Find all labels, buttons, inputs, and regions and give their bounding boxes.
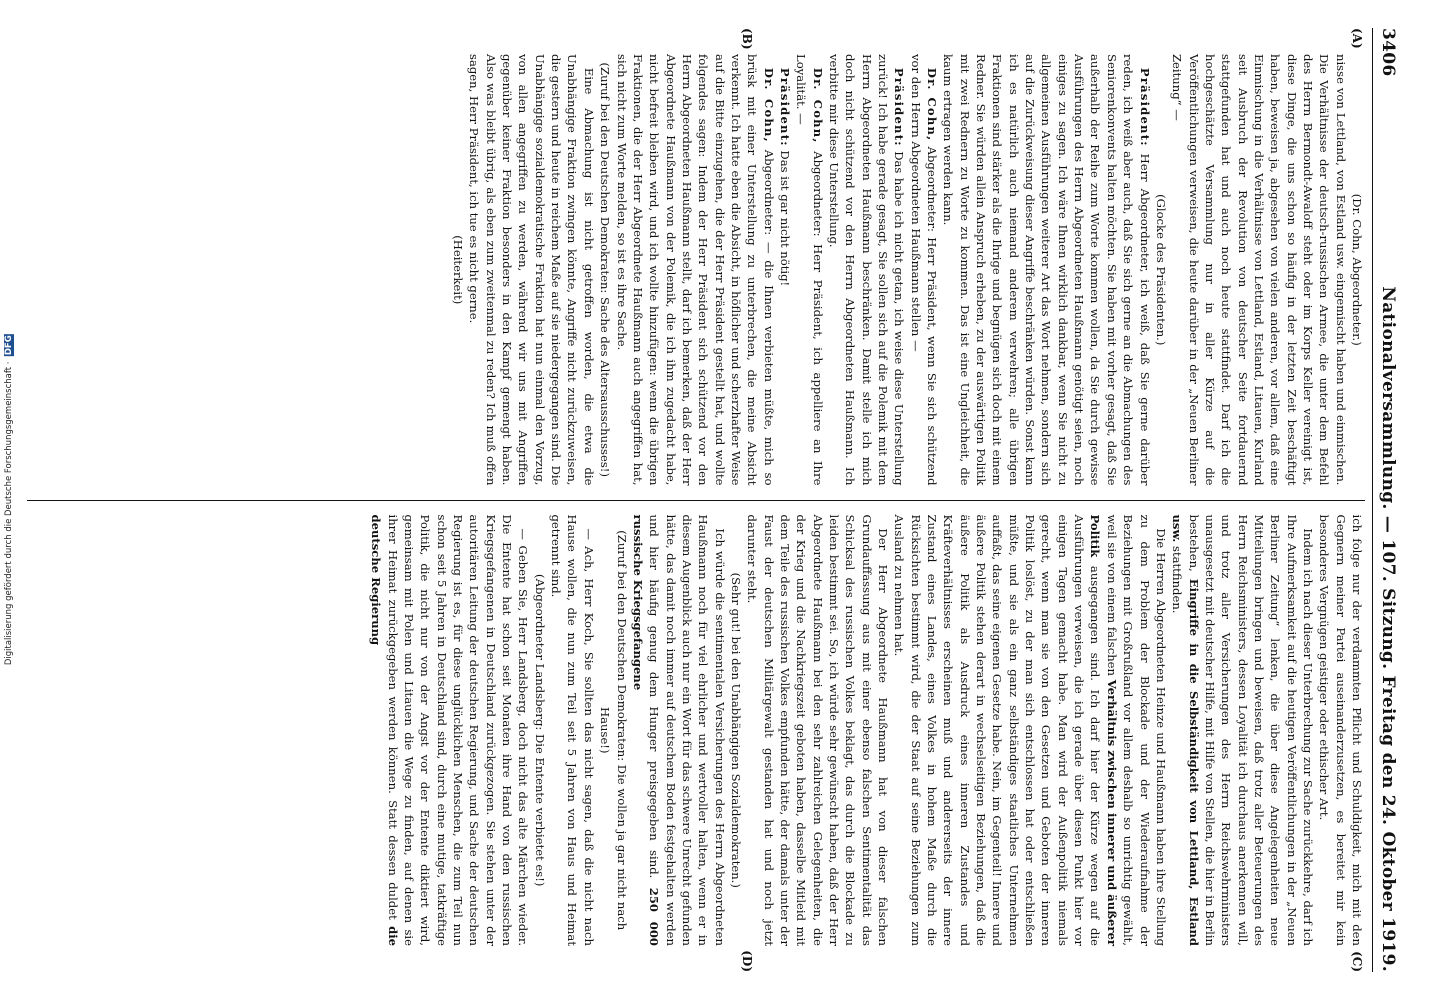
page-number: 3406 [1378,28,1398,77]
text-run: Indem ich nach dieser Unterbrechung zur Sache zurückkehre, darf ich Ihre Aufmerksamkeit auf die heutigen Veröffentlichungen in der „Neuen Berliner Zeitung“ lenken, die über diese Angelegenheiten neue Mitteilungen bringen und beweisen, daß trotz aller Beteuerungen des Herrn Reichsministers, dessen Loyalität ich durchaus anerkennen will, und trotz aller Versicherungen des Herrn Reichswehrministers unausgesetzt mit deutscher Hilfe, mit Hilfe von Stellen, die hier in Berlin bestehen, [1186,514,1315,946]
speech-paragraph [940,54,1152,486]
interjection: (Abgeordneter Landsberg: Die Entente verbietet es!) [532,574,547,887]
speaker-reference: (Dr. Cohn, Abgeordneter.) [1350,193,1364,346]
paragraph: — Ach, Herr Koch, Sie sollten das nicht sagen, daß die nicht nach Hause wollen, die nun zum Teil seit 5 Jahren von Haus und Heimat getrennt sind. [549,514,596,946]
margin-marker-a: (A) [1350,28,1364,49]
text-run: Die Herren Abgeordneten Heinze und Haußmann haben ihre Stellung zu dem Problem der Blockade und der Wiederaufnahme der Beziehungen mit Großrußland vor allem deshalb so unrichtig gewählt, weil sie von einem falschen [1104,514,1168,946]
speech-paragraph [907,54,940,486]
emphasis: 250 000 russische Kriegsgefangene [630,514,662,946]
paragraph: Der Herr Abgeordnete Haußmann hat von dieser falschen Grundauffassung aus mit einer ebenso falschen Sentimentalität das Schicksal des russischen Volkes beklagt, das durch die Blockade zu leiden bestimmt sei. So, ich würde sehr gewünscht haben, daß der Herr Abgeordnete Haußmann bei den sehr zahlreichen Gelegenheiten, die der Krieg und die Nachkriegszeit geboten haben, dasselbe Mitleid mit dem Teile des russischen Volkes empfunden hätte, der damals unter der Faust der deutschen Militärgewalt gestanden hat und noch jetzt darunter steht. [745,514,891,946]
paragraph [368,515,531,947]
margin-marker-b: (B) [740,28,754,50]
credit-text: Digitalisierung gefördert durch die Deutsche Forschungsgemeinschaft [4,367,14,666]
speech-text: Das habe ich nicht getan, ich weise diese Unterstellung zurück! Ich habe gerade gesagt, Sie sollen sich auf die Polemik mit dem Herrn Abgeordneten Haußmann beschränken. Damit stelle ich mich doch nicht schützend vor den Herrn Abgeordneten Haußmann. Ich verbitte mir diese Unterstellung. [827,54,907,486]
speaker-name: Dr. Cohn, [761,67,776,143]
interjection: (Zuruf bei den Deutschen Demokraten: Die wollen ja gar nicht nach Hause!) [598,530,629,931]
paragraph: nisse von Lettland, von Estland usw. eingemischt haben und einmischen. Die Verhältnisse der deutsch-russischen Armee, die unter dem Befehl des Herrn Bermondt-Awaloff steht oder im Korps Keller vereinigt ist, diese Dinge, die uns schon so häufig in der letzten Zeit beschäftigt haben, beweisen ja, abgesehen von vielen anderen, vor allem, daß eine Einmischung in die Verhältnisse von Lettland, Estland, Litauen, Kurland seit Ausbruch der Revolution von deutscher Seite fortdauernd stattgefunden hat und auch noch heute stattfindet. Darf ich die hochgeschätzte Versammlung nur in aller Kürze auf die Veröffentlichungen verweisen, die heute darüber in der „Neuen Berliner Zeitung“ — [1170,54,1348,486]
paragraph: ich folge nur der verdammten Pflicht und Schuldigkeit, mich mit den Gegnern meiner Partei auseinanderzusetzen, es bereitet mir kein besonderes Vergnügen geistiger oder ethischer Art. [1317,514,1364,946]
speech-paragraph [777,54,793,486]
speech-paragraph [826,54,908,486]
page-title: Nationalversammlung. — 107. Sitzung. Freitag den 24. Oktober 1919. [1378,286,1398,972]
document-page [17,10,1417,990]
text-run: Ich würde die sentimentalen Versicherungen des Herrn Abgeordneten Haußmann noch für viel ehrlicher und wertvoller halten, wenn er in diesem Augenblick auch nur ein Wort für das schwere Unrecht gefunden hätte, das damit noch immer auf deutschem Boden festgehalten werden und hier häufig genug dem Hunger preisgegeben sind. [647,514,727,946]
interjection: (Zuruf bei den Deutschen Demokraten: Sache des Altersausschusses!) [598,62,613,477]
text-run: ausgegangen sind. Ich darf hier der Kürze wegen auf die Ausführungen verweisen, die ich gerade über diesen Punkt hier vor einigen Tagen gemacht habe. Man wird der Außenpolitik niemals gerecht, wenn man sie von den Gesetzen und Geboten der inneren Politik loslöst, zu der man sich entschlossen hat oder entschließen müßte, und sie als ein ganz selbständiges staatliches Unternehmen auffaßt, das seine eigenen Gesetze habe. Nein, im Gegenteil! Innere und äußere Politik stehen derart in wechselseitigen Beziehungen, daß die äußere Politik als Ausdruck eines inneren Zustandes und Kräfteverhältnisses erscheinen muß und andererseits der innere Zustand eines Landes, eines Volkes in hohem Maße durch die Rücksichten bestimmt wird, die der Staat auf seine Beziehungen zum Ausland zu nehmen hat. [892,514,1103,946]
speaker-name: Präsident: [777,67,792,147]
speech-text: Abgeordneter: Herr Präsident, ich appelliere an Ihre Loyalität. — [794,54,825,486]
margin-marker-c: (C) [1350,951,1364,972]
right-column [27,501,1365,973]
paragraph [1169,515,1316,947]
paragraph: Eine Abmachung ist nicht getroffen worden, die etwa die Unabhängige Fraktion zwingen könnte, Angriffe nicht zurückzuweisen, die gestern und heute in reichem Maße auf sie niedergegangen sind. Die Unabhängige sozialdemokratische Fraktion hat nun einmal den Vorzug, von allen angegriffen zu werden, während wir uns mit Angriffen gegenüber keiner Fraktion besonders in den Kampf gemengt haben. Also was bleibt übrig, als eben zum zweitenmal zu reden? Ich muß offen sagen, Herr Präsident, ich tue es nicht gerne. [467,54,596,486]
page-header [1372,28,1403,972]
text-run: stattfinden. [1170,546,1185,614]
emphasis: die deutsche Regierung [369,514,400,946]
speaker-name: Präsident: [1137,67,1152,147]
speaker-name: Dr. Cohn, [925,67,940,142]
speech-text: Das ist gar nicht nötig! [777,150,792,287]
margin-marker-d: (D) [740,950,754,972]
emphasis: Verhältnis zwischen innerer und äußerer Politik [1088,514,1119,947]
speech-text: Herr Abgeordneter, ich weiß, daß Sie gerne darüber reden, ich weiß aber auch, daß Sie sich gerne an die Abmachungen des Seniorenkonvents halten möchten. Sie haben mit vorher gesagt, daß Sie außerhalb der Reihe zum Worte kommen wollen, da Sie durch gewisse Ausführungen des Herrn Abgeordneten Haußmann genötigt seien, noch einiges zu sagen. Ich wäre Ihnen wirklich dankbar, wenn Sie nicht zu allgemeinen Ausführungen weiterer Art das Wort nehmen, sondern sich auf die Zurückweisung dieser Angriffe beschränken würden. Sonst kann ich es natürlich auch niemand anderem verwehren; alle übrigen Fraktionen sind stärker als die Ihrige und begnügen sich doch mit einem Redner. Sie würden allein Anspruch erheben, zu der auswärtigen Politik mit zwei Rednern zu Worte zu kommen. Das ist eine Ungleichheit, die kaum ertragen werden kann. [941,54,1152,486]
speaker-name: Dr. Cohn, [810,67,825,144]
interjection: (Heiterkeit) [451,235,466,305]
text-run: — Geben Sie, Herr Landsberg, doch nicht das alte Märchen wieder. Die Entente hat schon seit Monaten ihre Hand von den russischen Kriegsgefangenen in Deutschland zurückgezogen. Sie stehen unter der autoritären Leitung der deutschen Regierung, und Sache der deutschen Regierung ist es, für diese unglücklichen Menschen, die zum Teil nun schon seit 5 Jahren in Deutschland sind, durch eine mutige, tatkräftige Politik, die nicht nur von der Angst vor der Entente diktiert wird, gemeinsam mit Polen und Litauen die Wege zu finden, auf denen sie ihrer Heimat zurückgegeben werden können. Statt dessen duldet [385,514,531,946]
speech-text: Abgeordneter: Herr Präsident, wenn Sie sich schützend vor den Herrn Abgeordneten Haußmann stellen — [908,54,940,486]
speaker-name: Präsident: [892,67,907,147]
left-column [27,28,1365,500]
dfg-logo: DFG [4,335,14,356]
speech-text: Abgeordneter: — die Ihnen verbieten müßte, mich so brüsk mit einer Unterstellung zu unterbrechen, die meine Absicht verkennt. Ich hatte eben die Absicht, in höflicher und scherzhafter Weise auf die Bitte einzugehen, die der Herr Präsident gestellt hat, und wollte folgendes sagen: Indem der Herr Präsident sich schützend vor den Herrn Abgeordneten Haußmann stellt, darf ich bemerken, daß der Herr Abgeordnete Haußmann von der Polemik, die ich ihm zugedacht habe, nicht befreit bleiben wird, und ich wollte hinzufügen: wenn die übrigen Fraktionen, die der Herr Abgeordnete Haußmann auch angegriffen hat, sich nicht zum Worte melden, so ist es ihre Sache. [614,54,776,486]
emphasis: Eingriffe in die Selbständigkeit von Lettland, Estland usw. [1170,514,1201,946]
speech-paragraph [793,54,826,486]
interjection: (Sehr gut! bei den Unabhängigen Sozialdemokraten.) [728,572,743,888]
digitization-credit: Digitalisierung gefördert durch die Deutsche Forschungsgemeinschaft · DFG [4,335,14,666]
paragraph [630,515,728,947]
text-columns [27,28,1365,972]
interjection: (Glocke des Präsidenten.) [1153,194,1168,346]
speech-paragraph [613,54,776,486]
paragraph [891,515,1169,947]
